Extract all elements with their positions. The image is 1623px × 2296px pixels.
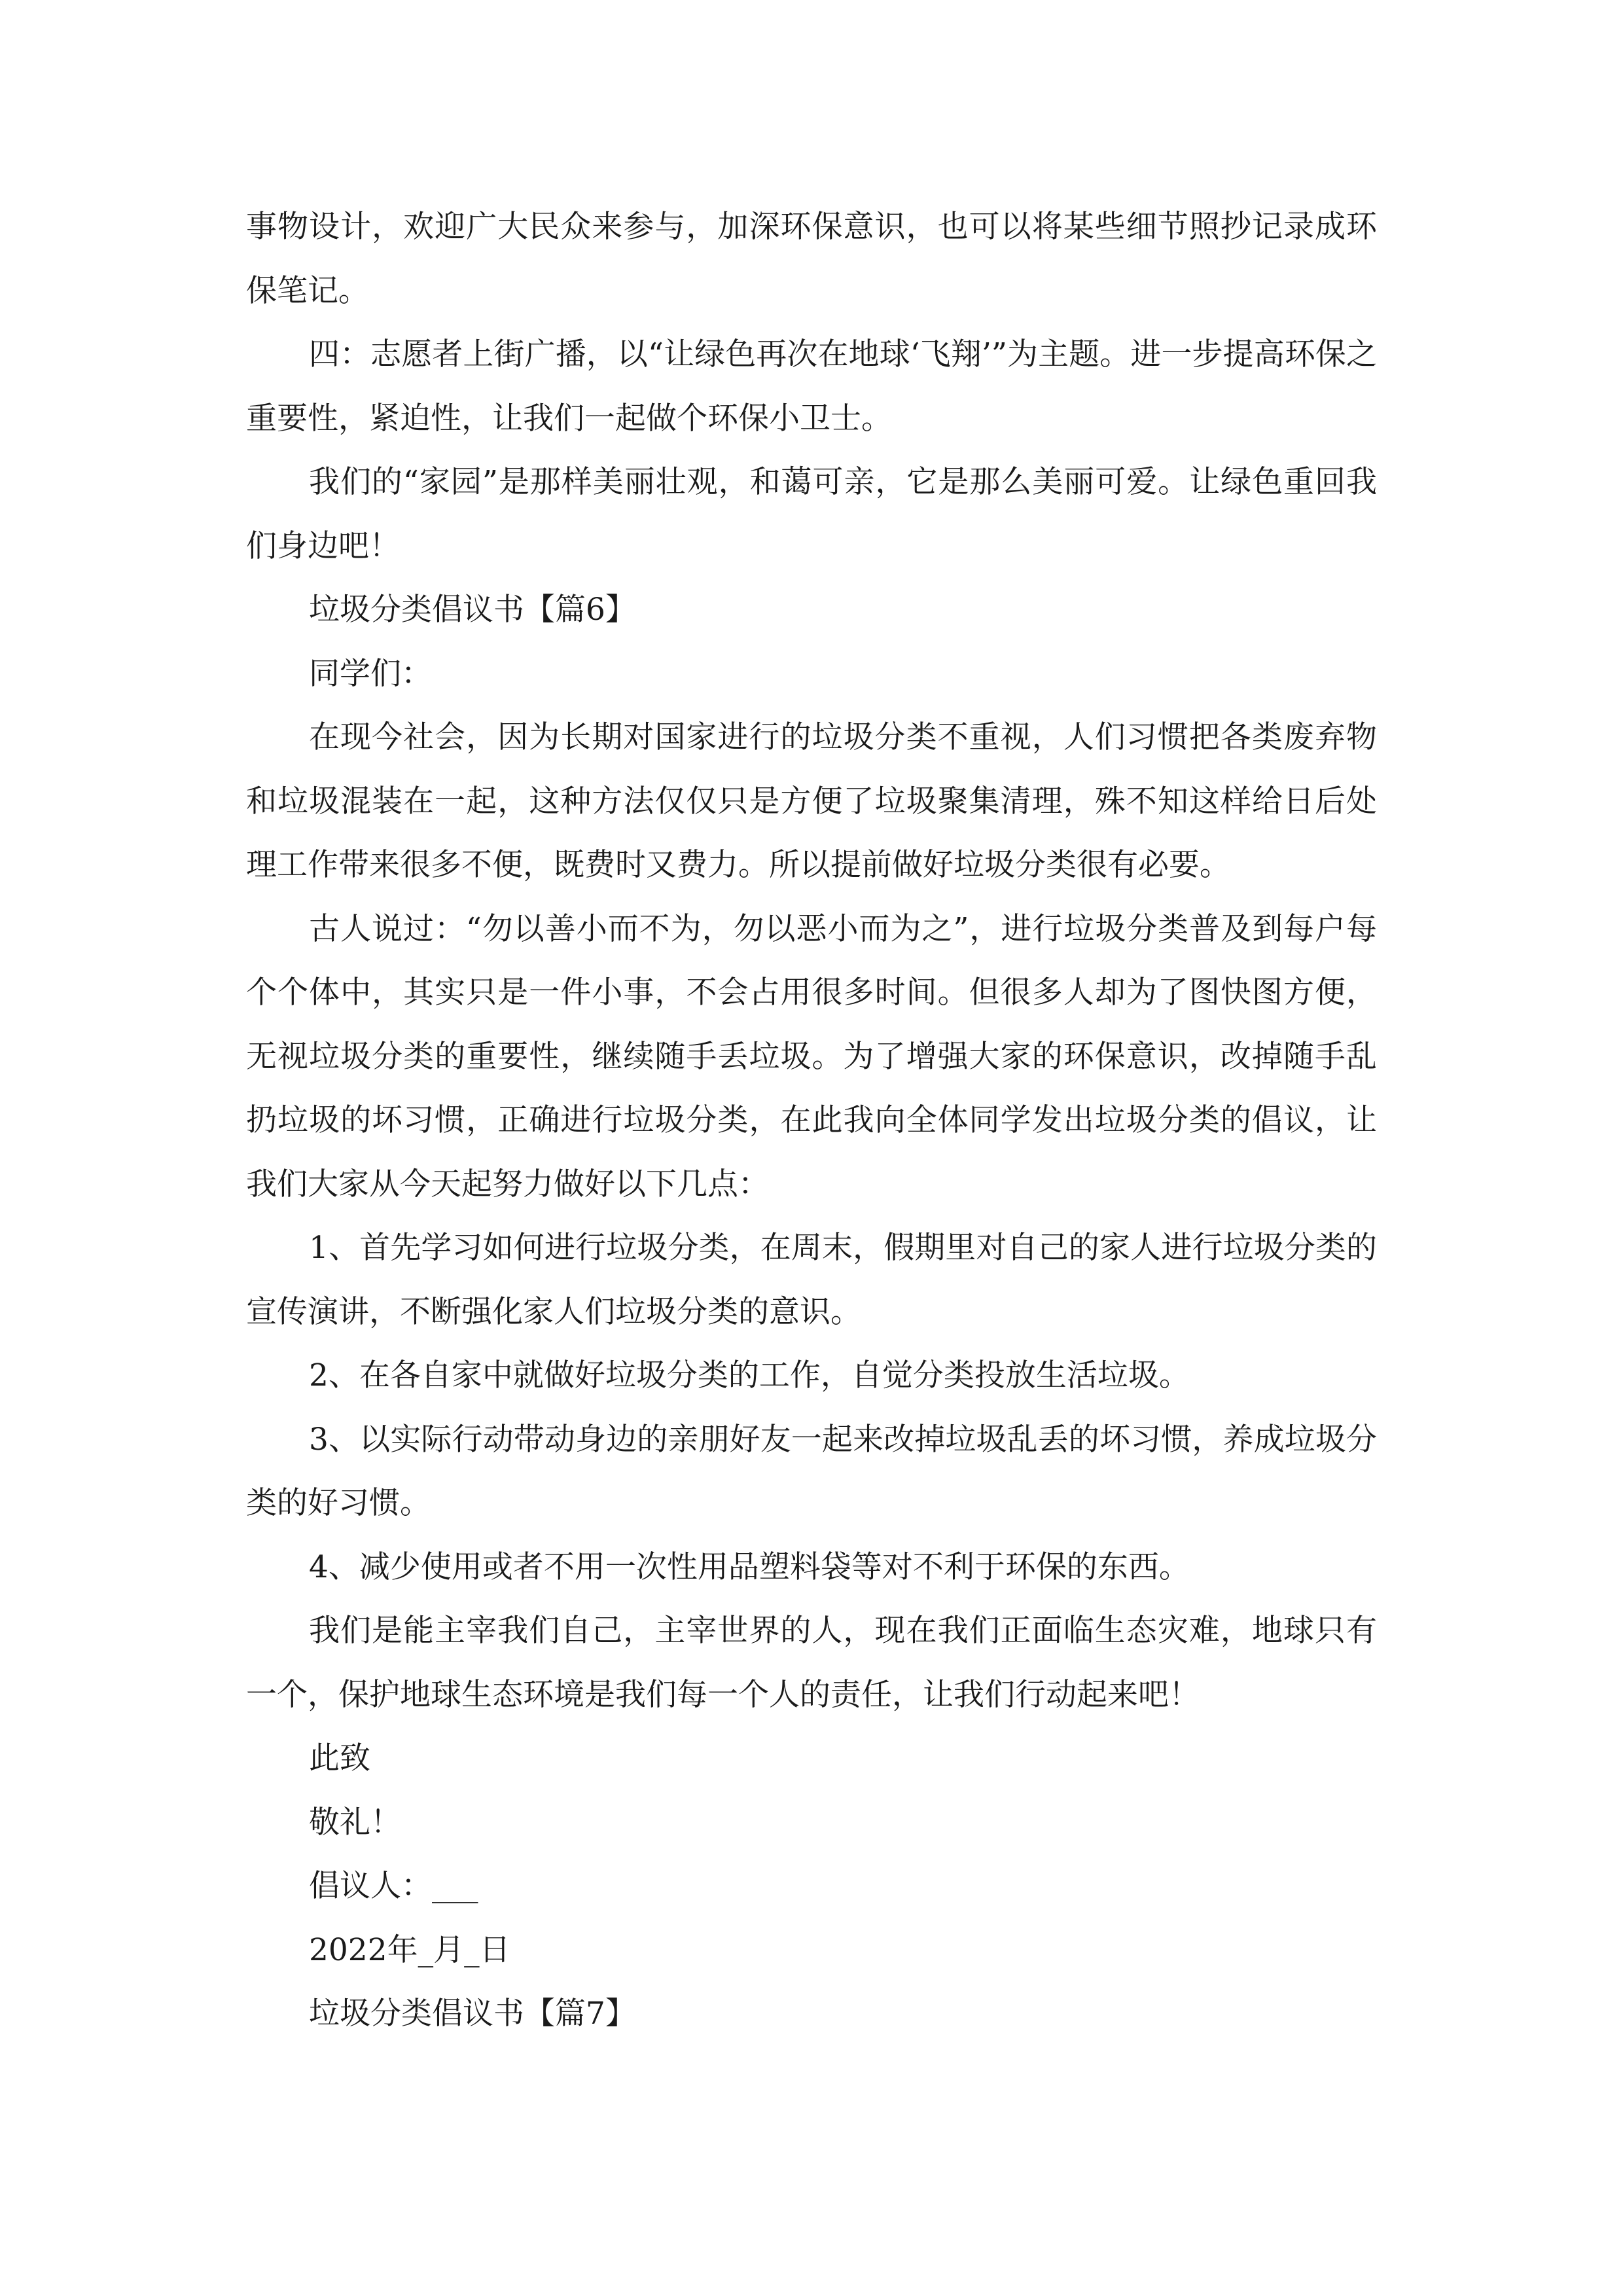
paragraph-quote: 古人说过：“勿以善小而不为，勿以恶小而为之”，进行垃圾分类普及到每户每个个体中，其实只是一件小事，不会占用很多时间。但很多人却为了图快图方便，无视垃圾分类的重要性，继续随手丢垃圾。为了增强大家的环保意识，改掉随手乱扔垃圾的坏习惯，正确进行垃圾分类，在此我向全体同学发出垃圾分类的倡议，让我们大家从今天起努力做好以下几点： [246,910,1377,1202]
list-item-3: 3、以实际行动带动身边的亲朋好友一起来改掉垃圾乱丢的坏习惯，养成垃圾分类的好习惯。 [246,1421,1377,1521]
paragraph-call-to-action: 我们是能主宰我们自己，主宰世界的人，现在我们正面临生态灾难，地球只有一个，保护地球生态环境是我们每一个人的责任，让我们行动起来吧！ [246,1613,1377,1713]
paragraph-continuation: 事物设计，欢迎广大民众来参与，加深环保意识，也可以将某些细节照抄记录成环保笔记。 [246,209,1377,309]
closing-jingli: 敬礼！ [309,1804,401,1840]
paragraph-intro: 在现今社会，因为长期对国家进行的垃圾分类不重视，人们习惯把各类废弃物和垃圾混装在一起，这种方法仅仅只是方便了垃圾聚集清理，殊不知这样给日后处理工作带来很多不便，既费时又费力。所以提前做好垃圾分类很有必要。 [246,719,1377,883]
date-line: 2022年_月_日 [309,1931,510,1968]
list-item-1: 1、首先学习如何进行垃圾分类，在周末，假期里对自己的家人进行垃圾分类的宣传演讲，不断强化家人们垃圾分类的意识。 [246,1230,1377,1330]
salutation: 同学们： [309,655,432,692]
section-heading-6: 垃圾分类倡议书【篇6】 [309,592,636,628]
paragraph-item-four: 四：志愿者上街广播，以“让绿色再次在地球‘飞翔’”为主题。进一步提高环保之重要性，紧迫性，让我们一起做个环保小卫士。 [246,336,1377,437]
list-item-2: 2、在各自家中就做好垃圾分类的工作，自觉分类投放生活垃圾。 [309,1357,1190,1393]
signature-line: 倡议人：___ [309,1868,478,1904]
paragraph-closing-remark: 我们的“家园”是那样美丽壮观，和蔼可亲，它是那么美丽可爱。让绿色重回我们身边吧！ [246,464,1377,564]
section-heading-7: 垃圾分类倡议书【篇7】 [309,1996,636,2032]
document-body [246,195,1377,2046]
list-item-4: 4、减少使用或者不用一次性用品塑料袋等对不利于环保的东西。 [309,1549,1190,1585]
closing-cizhi: 此致 [309,1740,370,1776]
